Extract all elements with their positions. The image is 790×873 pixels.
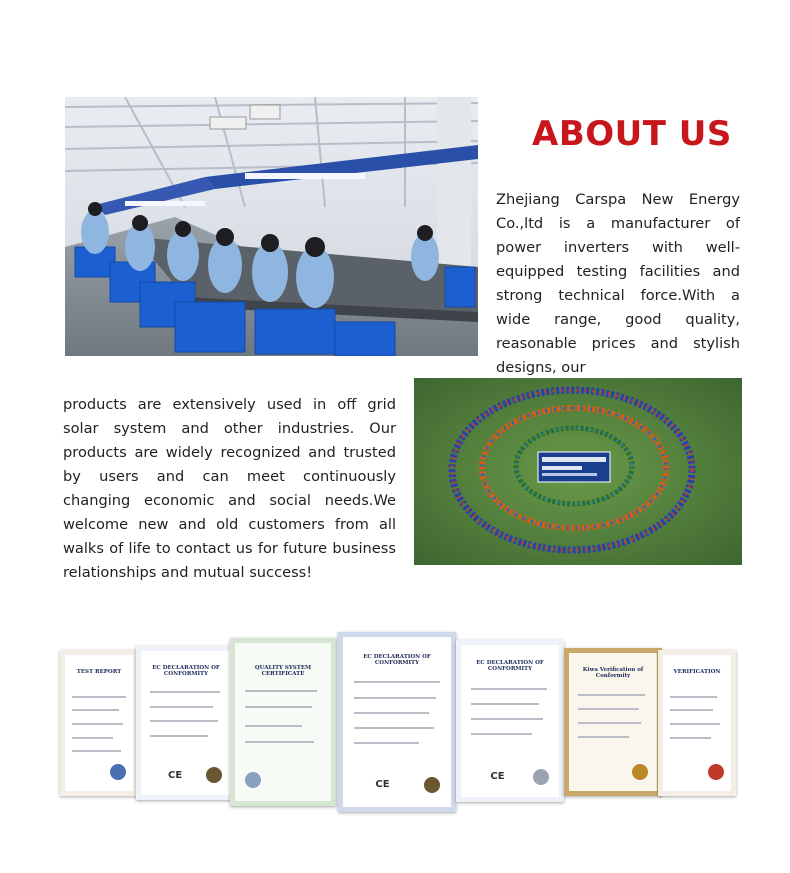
- seal-icon: [110, 764, 126, 780]
- certificate-header: EC DECLARATION OF CONFORMITY: [152, 665, 220, 678]
- certificate-header: EC DECLARATION OF CONFORMITY: [476, 660, 544, 673]
- certificate-header: VERIFICATION: [673, 668, 721, 675]
- factory-workshop-illustration: [65, 97, 478, 356]
- seal-icon: [245, 772, 261, 788]
- certificate-ec-declaration-2: [338, 632, 456, 812]
- certificate-header: QUALITY SYSTEM CERTIFICATE: [254, 665, 312, 678]
- seal-icon: [708, 764, 724, 780]
- certificate-header: EC DECLARATION OF CONFORMITY: [363, 654, 431, 666]
- certificate-header: Kiwa Verification of Conformity: [582, 666, 644, 679]
- ce-mark-icon: CE: [168, 769, 183, 781]
- certificate-header: TEST REPORT: [76, 668, 122, 675]
- team-aerial-photo: [414, 378, 742, 565]
- factory-workshop-photo: [65, 97, 478, 356]
- certificates-strip: [58, 620, 738, 810]
- certificate-ec-declaration-3: [456, 640, 564, 802]
- certificate-quality-system: [230, 638, 336, 806]
- certificate-ec-declaration-1: [136, 646, 236, 800]
- certificate-kiwa-verification: [564, 648, 662, 796]
- about-us-heading: ABOUT US: [532, 114, 732, 154]
- certificate-test-report: [60, 650, 138, 796]
- seal-icon: [424, 777, 440, 793]
- team-aerial-illustration: [414, 378, 742, 565]
- seal-icon: [632, 764, 648, 780]
- ce-mark-icon: CE: [375, 779, 390, 790]
- seal-icon: [533, 769, 549, 785]
- intro-paragraph: Zhejiang Carspa New Energy Co.,ltd is a manufacturer of power inverters with well- equipped testing facilities and strong technical force.With a wide range, good quality, reasonable prices and stylish designs, our: [496, 191, 740, 376]
- certificate-verification: [658, 650, 736, 796]
- seal-icon: [206, 767, 222, 783]
- body-paragraph: products are extensively used in off grid solar system and other industries. Our products are widely recognized and trusted by users and can meet continuously changing economic and social needs.We welcome new and old customers from all walks of life to contact us for future business relationships and mutual success!: [63, 396, 396, 581]
- ce-mark-icon: CE: [490, 770, 505, 782]
